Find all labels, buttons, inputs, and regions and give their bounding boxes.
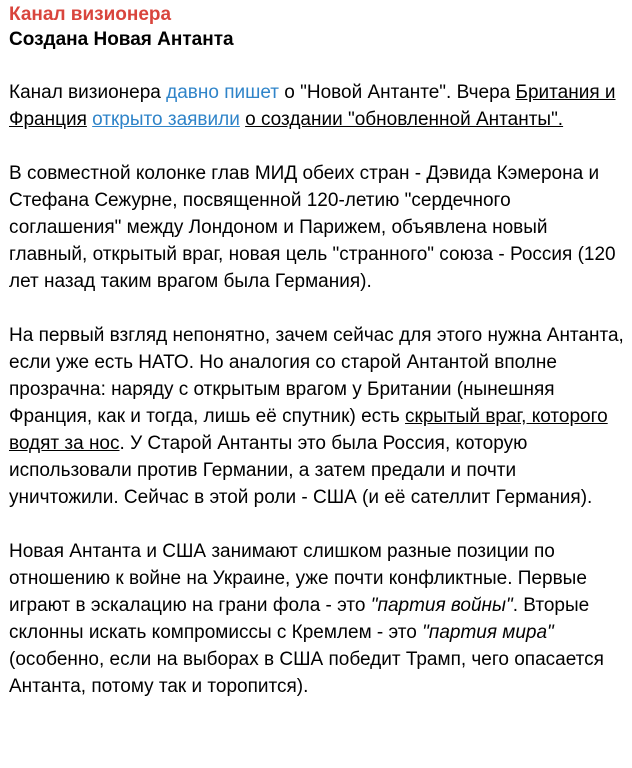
war-party-text: "партия войны" xyxy=(370,595,513,616)
channel-name[interactable]: Канал визионера xyxy=(9,4,172,25)
paragraph-1 xyxy=(9,79,624,133)
post-title: Создана Новая Антанта xyxy=(9,29,234,50)
text-run: На первый взгляд непонятно, зачем сейчас для этого нужна Антанта, если уже есть НАТО. Но аналогия со старой Антантой вполне прозрачна: наряду с открытым врагом у Британии (нынешняя Франция, как и тогда, лишь её спутник) есть xyxy=(9,325,624,427)
hidden-enemy-link[interactable]: скрытый враг, которого водят за нос xyxy=(9,406,608,454)
text-run: о "Новой Антанте". Вчера xyxy=(279,82,516,103)
paragraph-3 xyxy=(9,322,624,511)
peace-party-text: "партия мира" xyxy=(422,622,554,643)
text-run: . Вторые склонны искать компромиссы с Кремлем - это xyxy=(9,595,590,643)
text-run: . У Старой Антанты это была Россия, которую использовали против Германии, а затем предали и почти уничтожили. Сейчас в этой роли - США (и её сателлит Германия). xyxy=(9,433,593,508)
text-run: Канал визионера xyxy=(9,82,167,103)
britain-france-link[interactable]: Британия и Франция xyxy=(9,82,616,130)
updated-entente-link[interactable]: о создании "обновленной Антанты". xyxy=(245,109,564,130)
text-run: Новая Антанта и США занимают слишком разные позиции по отношению к войне на Украине, уже почти конфликтные. Первые играют в эскалацию на грани фола - это xyxy=(9,541,587,616)
text-run: В совместной колонке глав МИД обеих стран - Дэвида Кэмерона и Стефана Сежурне, посвященной 120-летию "сердечного соглашения" между Лондоном и Парижем, объявлена новый главный, открытый враг, новая цель "странного" союза - Россия (120 лет назад таким врагом была Германия). xyxy=(9,163,616,292)
openly-declared-link[interactable]: открыто заявили xyxy=(92,109,240,130)
paragraph-4 xyxy=(9,538,624,700)
paragraph-2 xyxy=(9,160,624,295)
text-run: (особенно, если на выборах в США победит Трамп, чего опасается Антанта, потому так и торопится). xyxy=(9,649,604,697)
long-writes-link[interactable]: давно пишет xyxy=(166,82,280,103)
